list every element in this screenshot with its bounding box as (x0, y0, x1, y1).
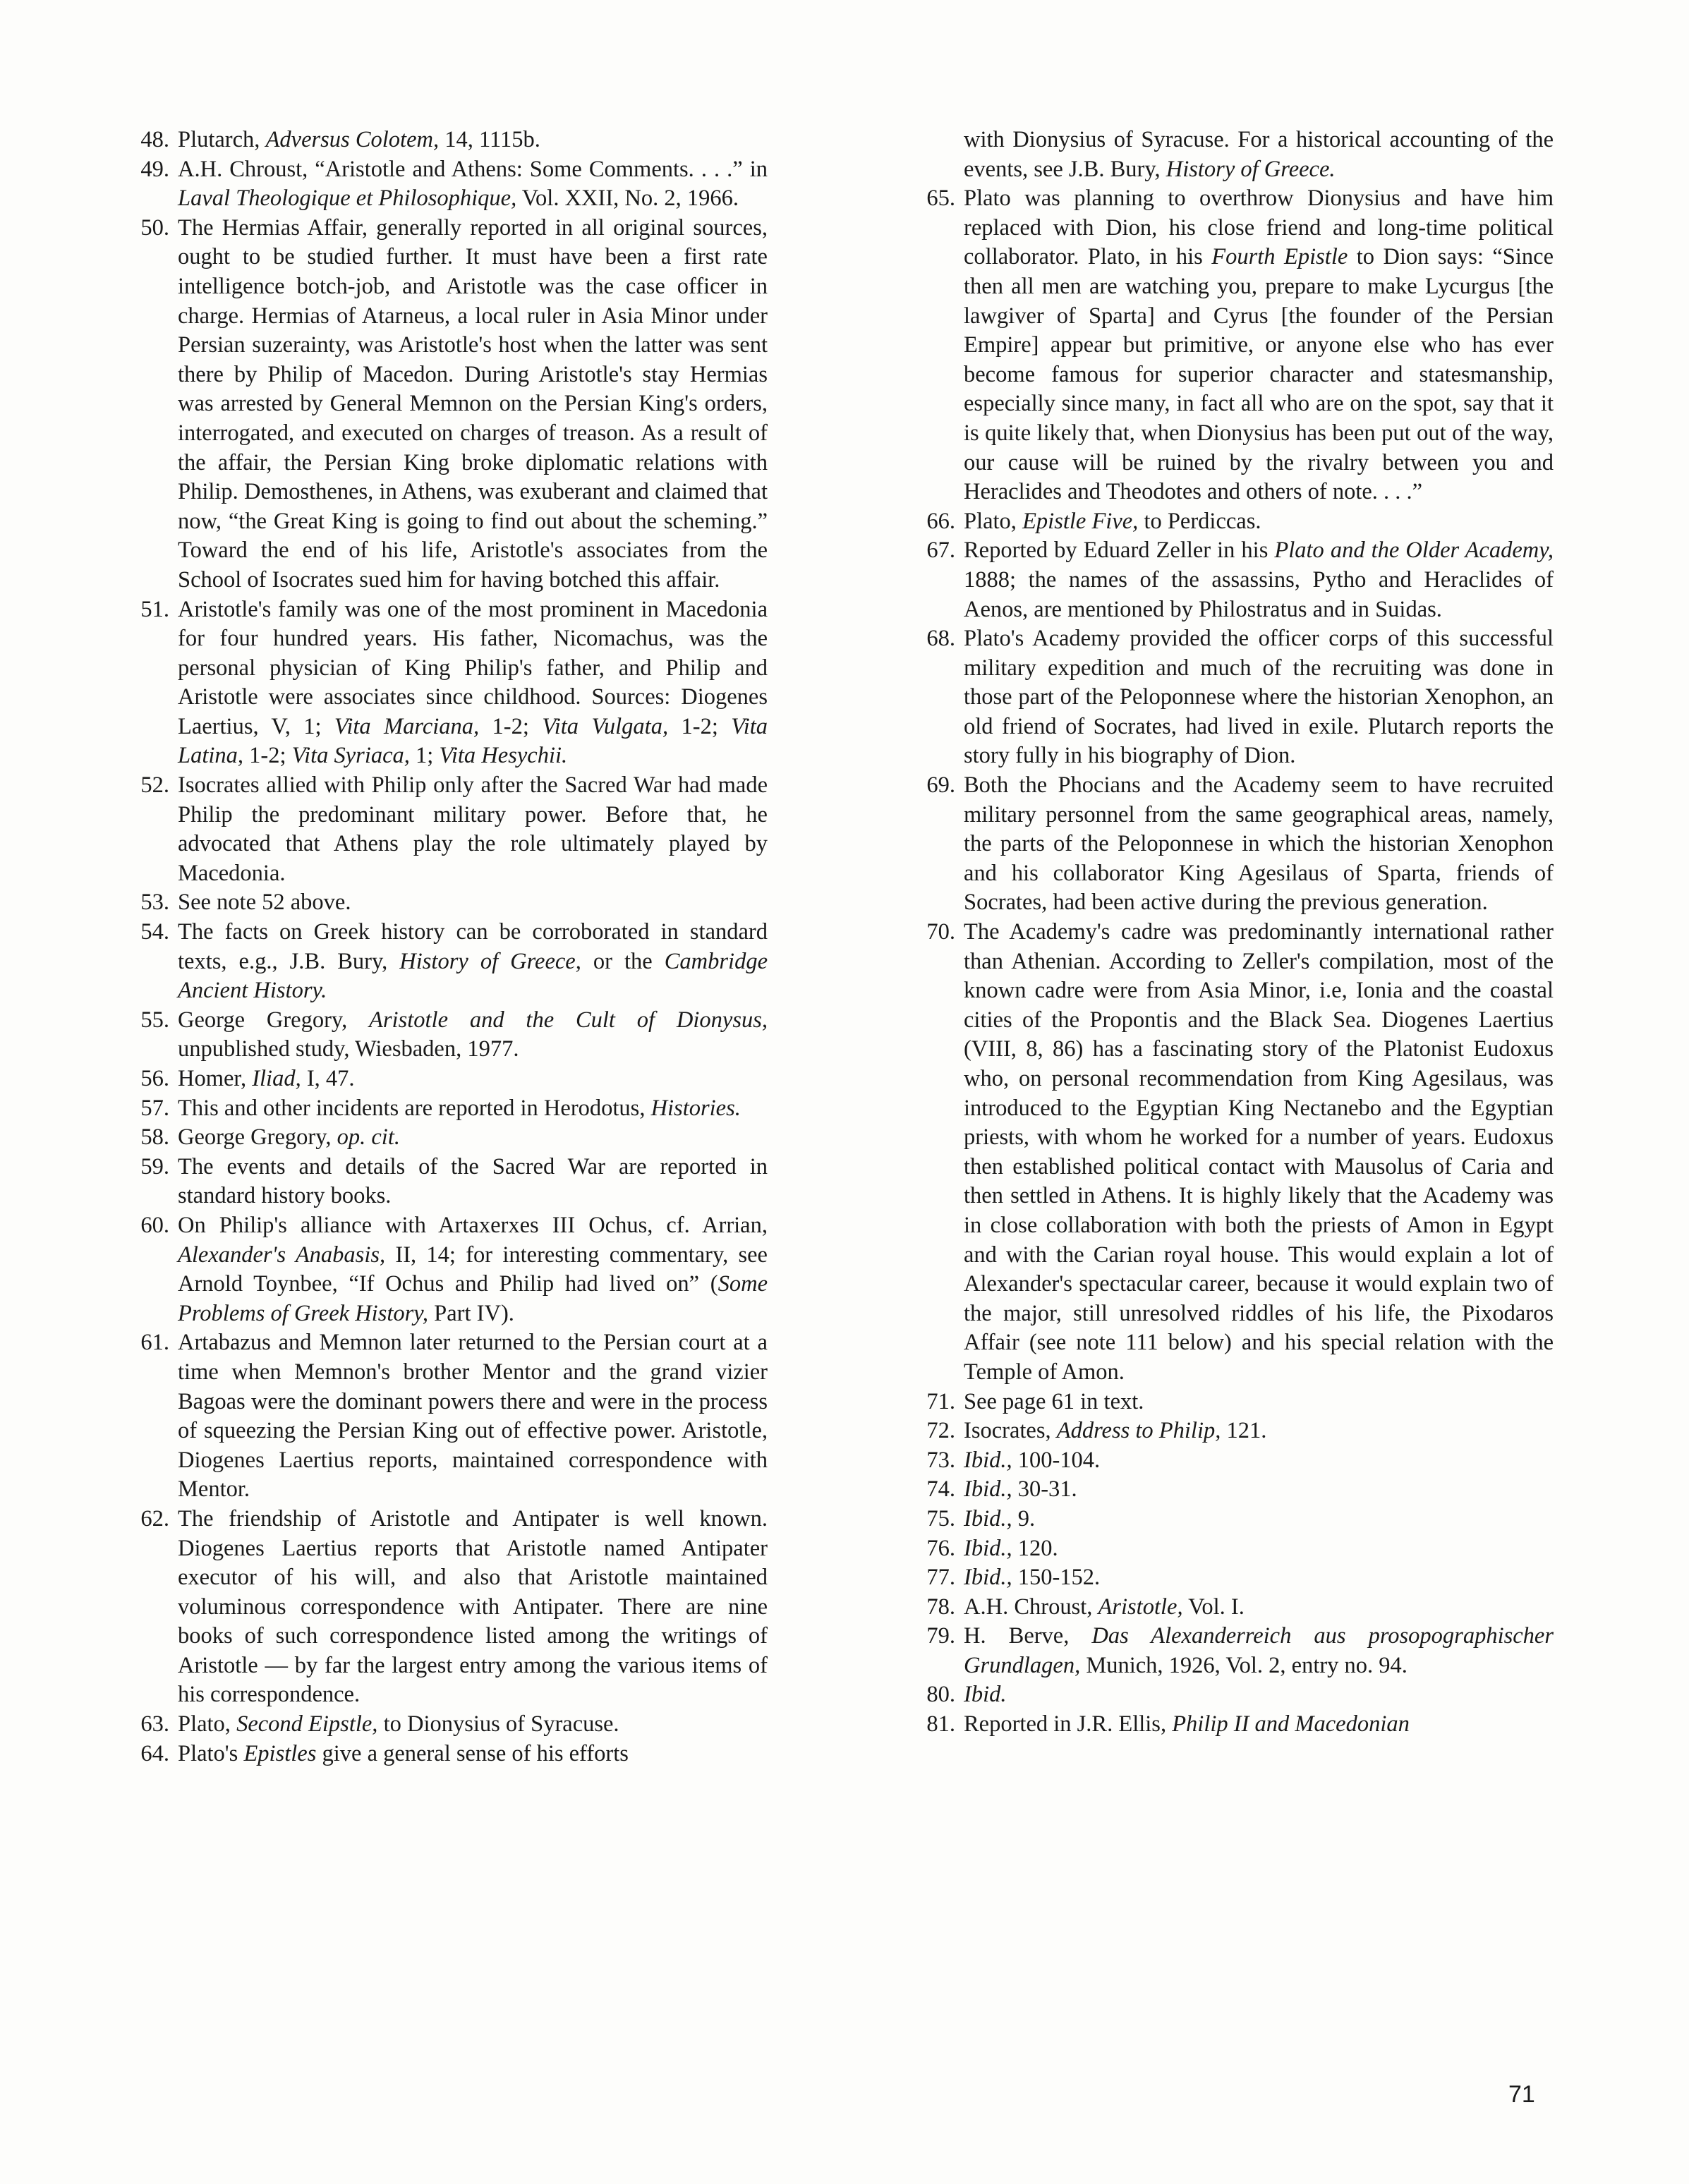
footnote-text (178, 1710, 768, 1740)
footnote-text (964, 1446, 1554, 1476)
footnote-text (178, 1211, 768, 1328)
note-text: The events and details of the Sacred War are reported in standard history books. (178, 1153, 768, 1209)
footnote-81 (907, 1710, 1554, 1740)
footnote-73 (907, 1446, 1554, 1476)
footnote-53 (121, 888, 768, 918)
footnote-text (964, 126, 1554, 184)
footnote-text (178, 1094, 768, 1124)
note-title-italic: Das Alexanderreich aus prosopographischer Grundlagen, (964, 1623, 1554, 1678)
note-text: See page 61 in text. (964, 1388, 1144, 1414)
note-text: 9. (1012, 1505, 1036, 1531)
footnote-number: 54. (140, 919, 169, 945)
note-text: Plato's Academy provided the officer corps of this successful military expedition and much of the recruiting was done in those part of the Peloponnese where the historian Xenophon, an old friend of Socrates, had lived in exile. Plutarch reports the story fully in his biography of Dion. (964, 626, 1554, 769)
note-text: The friendship of Aristotle and Antipater is well known. Diogenes Laertius reports that Aristotle named Antipater executor of his will, and also that Aristotle maintained voluminous correspondence with Antipater. There are nine books of such correspondence listed among the writings of Aristotle — by far the largest entry among the various items of his correspondence. (178, 1505, 768, 1708)
note-text: This and other incidents are reported in Herodotus, (178, 1095, 651, 1121)
note-text: 1-2; (243, 743, 292, 769)
note-title-italic: op. cit. (337, 1124, 400, 1151)
footnote-text (178, 1505, 768, 1710)
notes-left-column (121, 126, 768, 1769)
note-title-italic: Epistle Five, (1022, 508, 1139, 534)
note-text: 14, 1115b. (439, 127, 540, 152)
footnote-79 (907, 1622, 1554, 1680)
footnote-78 (907, 1593, 1554, 1622)
note-title-italic: Alexander's Anabasis, (178, 1242, 386, 1268)
footnote-75 (907, 1505, 1554, 1534)
footnote-text (178, 1153, 768, 1211)
note-title-italic: Vita Syriaca, (291, 743, 410, 769)
note-text: The Hermias Affair, generally reported in all original sources, ought to be studied further. It must have been a first rate intelligence botch-job, and Aristotle was the case officer in charge. Hermias of Atarneus, a local ruler in Asia Minor under Persian suzerainty, was Aristotle's host when the latter was sent there by Philip of Macedon. During Aristotle's stay Hermias was arrested by General Memnon on the Persian King's orders, interrogated, and executed on charges of treason. As a result of the affair, the Persian King broke diplomatic relations with Philip. Demosthenes, in Athens, was exuberant and claimed that now, “the Great King is going to find out about the scheming.” Toward the end of his life, Aristotle's associates from the School of Isocrates sued him for having botched this affair. (178, 214, 768, 593)
note-title-italic: Ibid., (964, 1505, 1012, 1531)
note-text: or the (581, 948, 665, 974)
footnote-51 (121, 595, 768, 772)
footnote-64 (121, 1740, 768, 1769)
footnote-74 (907, 1475, 1554, 1505)
note-title-italic: Vita Marciana, (334, 713, 480, 739)
note-title-italic: History of Greece, (399, 948, 581, 974)
note-text: Plutarch, (178, 127, 266, 152)
footnote-63 (121, 1710, 768, 1740)
footnote-number: 59. (140, 1153, 169, 1179)
footnote-number: 68. (926, 626, 955, 652)
note-text: unpublished study, Wiesbaden, 1977. (178, 1036, 519, 1062)
footnote-58 (121, 1123, 768, 1153)
note-text: See note 52 above. (178, 890, 351, 916)
note-text: Munich, 1926, Vol. 2, entry no. 94. (1080, 1652, 1408, 1678)
footnote-number: 66. (926, 508, 955, 534)
footnote-number: 78. (926, 1594, 955, 1620)
footnote-text (178, 1740, 768, 1769)
note-text: Reported by Eduard Zeller in his (964, 538, 1275, 564)
note-text: Both the Phocians and the Academy seem to have recruited military personnel from the same geographical areas, namely, the parts of the Peloponnese in which the historian Xenophon and his collaborator King Agesilaus of Sparta, friends of Socrates, had been active during the previous generation. (964, 772, 1554, 916)
footnote-67 (907, 536, 1554, 624)
note-title-italic: Epistles (243, 1740, 317, 1766)
footnote-number: 70. (926, 919, 955, 945)
footnote-text (178, 1006, 768, 1064)
footnote-text (964, 1388, 1554, 1417)
footnote-number: 62. (140, 1505, 169, 1531)
footnote-text (964, 1475, 1554, 1505)
note-title-italic: Ibid., (964, 1476, 1012, 1503)
footnote-number: 81. (926, 1711, 955, 1737)
footnote-80 (907, 1680, 1554, 1710)
note-text: A.H. Chroust, (964, 1594, 1098, 1620)
footnote-number: 61. (140, 1330, 169, 1356)
footnote-number: 75. (926, 1505, 955, 1531)
note-title-italic: Some Problems of Greek History, (178, 1271, 768, 1326)
page-number: 71 (1508, 2081, 1535, 2108)
footnote-62 (121, 1505, 768, 1710)
footnote-text (178, 1328, 768, 1505)
footnote-50 (121, 214, 768, 595)
footnote-text (964, 624, 1554, 771)
note-text: Aristotle's family was one of the most prominent in Macedonia for four hundred years. His father, Nicomachus, was the personal physician of King Philip's father, and Philip and Aristotle were associates since childhood. Sources: Diogenes Laertius, V, 1; (178, 596, 768, 739)
footnote-54 (121, 918, 768, 1006)
note-text: 1888; the names of the assassins, Pytho and Heraclides of Aenos, are mentioned by Philostratus and in Suidas. (964, 566, 1554, 622)
footnote-number: 65. (926, 186, 955, 212)
footnote-49 (121, 155, 768, 214)
note-title-italic: Vita Hesychii. (439, 743, 568, 769)
footnote-text (964, 1593, 1554, 1622)
note-title-italic: Second Eipstle, (236, 1711, 378, 1737)
note-title-italic: Philip II and Macedonian (1172, 1711, 1410, 1737)
footnote-text (178, 595, 768, 772)
note-text: A.H. Chroust, “Aristotle and Athens: Some Comments. . . .” in (178, 156, 768, 182)
note-text: Plato's (178, 1740, 244, 1766)
footnote-text (964, 1622, 1554, 1680)
note-text: to Perdiccas. (1138, 508, 1261, 534)
footnote-number: 71. (926, 1388, 955, 1414)
note-text: H. Berve, (964, 1623, 1092, 1649)
note-text: 121. (1221, 1418, 1267, 1444)
note-title-italic: Histories. (650, 1095, 741, 1121)
footnote-number: 52. (140, 772, 169, 799)
note-text: with Dionysius of Syracuse. For a historical accounting of the events, see J.B. Bury, (964, 127, 1554, 182)
footnote-number: 64. (140, 1740, 169, 1766)
note-text: I, 47. (301, 1066, 355, 1091)
footnote-number: 74. (926, 1476, 955, 1503)
note-text: to Dion says: “Since then all men are watching you, prepare to make Lycurgus [the lawgiver of Sparta] and Cyrus [the founder of the Persian Empire] appear but primitive, or anyone else who has ever become famous for superior character and statesmanship, especially since many, in fact all who are on the spot, say that it is quite likely that, when Dionysius has been put out of the way, our cause will be ruined by the rivalry between you and Heraclides and Theodotes and others of note. . . .” (964, 244, 1554, 505)
footnote-number: 79. (926, 1623, 955, 1649)
footnote-number: 60. (140, 1212, 169, 1238)
footnote-text (964, 184, 1554, 507)
note-text: 150-152. (1012, 1565, 1101, 1591)
note-title-italic: Plato and the Older Academy, (1274, 538, 1554, 564)
note-text: 30-31. (1012, 1476, 1077, 1503)
footnote-72 (907, 1416, 1554, 1446)
footnote-text (178, 214, 768, 595)
footnote-number: 73. (926, 1447, 955, 1473)
footnote-text (964, 1416, 1554, 1446)
note-title-italic: Aristotle and the Cult of Dionysus, (369, 1007, 768, 1033)
footnote-number: 72. (926, 1418, 955, 1444)
footnote-65 (907, 184, 1554, 507)
note-text: Vol. I. (1182, 1594, 1245, 1620)
note-text: The facts on Greek history can be corroborated in standard texts, e.g., J.B. Bury, (178, 919, 768, 974)
note-text: Isocrates, (964, 1418, 1057, 1444)
footnote-52 (121, 771, 768, 888)
note-title-italic: Ibid., (964, 1447, 1012, 1473)
note-text: On Philip's alliance with Artaxerxes III Ochus, cf. Arrian, (178, 1212, 768, 1238)
footnote-number: 69. (926, 772, 955, 799)
note-text: give a general sense of his efforts (316, 1740, 629, 1766)
footnote-number: 50. (140, 214, 169, 241)
footnote-76 (907, 1534, 1554, 1564)
note-title-italic: History of Greece. (1166, 156, 1336, 182)
note-title-italic: Ibid., (964, 1535, 1012, 1561)
note-text: Isocrates allied with Philip only after the Sacred War had made Philip the predominant military power. Before that, he advocated that Athens play the role ultimately played by Macedonia. (178, 772, 768, 886)
footnote-number: 76. (926, 1535, 955, 1561)
note-title-italic: Vita Latina, (178, 713, 768, 769)
note-text: 1; (409, 743, 440, 769)
note-text: George Gregory, (178, 1007, 370, 1033)
footnote-71 (907, 1388, 1554, 1417)
note-text: Plato, (964, 508, 1023, 534)
footnote-text (964, 771, 1554, 918)
notes-right-column (907, 126, 1554, 1740)
footnote-number: 48. (140, 127, 169, 152)
footnote-text (964, 1505, 1554, 1534)
note-text: Plato was planning to overthrow Dionysius and have him replaced with Dion, his close friend and long-time political collaborator. Plato, in his (964, 186, 1554, 270)
note-text: Reported in J.R. Ellis, (964, 1711, 1173, 1737)
footnote-48 (121, 126, 768, 155)
footnote-56 (121, 1064, 768, 1094)
note-title-italic: Adversus Colotem, (265, 127, 440, 152)
note-text: to Dionysius of Syracuse. (377, 1711, 619, 1737)
note-continuation (907, 126, 1554, 184)
footnote-number: 57. (140, 1095, 169, 1121)
footnote-number: 67. (926, 538, 955, 564)
footnote-55 (121, 1006, 768, 1064)
note-title-italic: Ibid. (964, 1682, 1007, 1708)
footnote-number: 53. (140, 890, 169, 916)
note-text: The Academy's cadre was predominantly international rather than Athenian. According to Zeller's compilation, most of the known cadre were from Asia Minor, i.e, Ionia and the coastal cities of the Propontis and the Black Sea. Diogenes Laertius (VIII, 8, 86) has a fascinating story of the Platonist Eudoxus who, on personal recommendation from King Agesilaus, was introduced to the Egyptian King Nectanebo and the Egyptian priests, with whom he worked for a number of years. Eudoxus then established political contact with Mausolus of Caria and then settled in Athens. It is highly likely that the Academy was in close collaboration with both the priests of Amon in Egypt and with the Carian royal house. This would explain a lot of Alexander's spectacular career, because it would explain two of the major, still unresolved riddles of his life, the Pixodaros Affair (see note 111 below) and his special relation with the Temple of Amon. (964, 919, 1554, 1385)
footnote-number: 56. (140, 1066, 169, 1091)
note-title-italic: Vita Vulgata, (542, 713, 669, 739)
footnote-number: 77. (926, 1565, 955, 1591)
footnote-text (178, 888, 768, 918)
footnote-number: 63. (140, 1711, 169, 1737)
footnote-text (178, 1064, 768, 1094)
note-text: Vol. XXII, No. 2, 1966. (516, 186, 739, 212)
footnote-text (964, 536, 1554, 624)
footnote-57 (121, 1094, 768, 1124)
note-title-italic: Address to Philip, (1056, 1418, 1221, 1444)
footnote-60 (121, 1211, 768, 1328)
note-text: 120. (1012, 1535, 1058, 1561)
note-text: 1-2; (668, 713, 732, 739)
footnote-text (178, 918, 768, 1006)
footnote-66 (907, 507, 1554, 537)
note-title-italic: Cambridge Ancient History. (178, 948, 768, 1004)
note-text: George Gregory, (178, 1124, 337, 1151)
footnote-text (178, 155, 768, 214)
footnote-68 (907, 624, 1554, 771)
note-text: Plato, (178, 1711, 237, 1737)
footnote-number: 51. (140, 596, 169, 622)
note-text: Part IV). (428, 1300, 514, 1326)
footnote-69 (907, 771, 1554, 918)
note-title-italic: Laval Theologique et Philosophique, (178, 186, 517, 212)
footnote-70 (907, 918, 1554, 1388)
note-text: 100-104. (1012, 1447, 1101, 1473)
footnote-61 (121, 1328, 768, 1505)
footnote-number: 58. (140, 1124, 169, 1151)
footnote-number: 49. (140, 156, 169, 182)
footnote-text (178, 1123, 768, 1153)
footnote-text (964, 918, 1554, 1388)
footnote-77 (907, 1563, 1554, 1593)
footnote-text (178, 126, 768, 155)
footnote-text (178, 771, 768, 888)
footnote-text (964, 1680, 1554, 1710)
note-title-italic: Fourth Epistle (1211, 244, 1348, 270)
note-title-italic: Aristotle, (1098, 1594, 1183, 1620)
footnote-text (964, 1563, 1554, 1593)
note-text: II, 14; for interesting commentary, see Arnold Toynbee, “If Ochus and Philip had lived on” ( (178, 1242, 768, 1297)
note-text: 1-2; (479, 713, 543, 739)
footnote-text (964, 1710, 1554, 1740)
footnote-number: 80. (926, 1682, 955, 1708)
note-title-italic: Iliad, (252, 1066, 301, 1091)
note-title-italic: Ibid., (964, 1565, 1012, 1591)
footnote-text (964, 507, 1554, 537)
footnote-number: 55. (140, 1007, 169, 1033)
footnote-59 (121, 1153, 768, 1211)
note-text: Artabazus and Memnon later returned to the Persian court at a time when Memnon's brother Mentor and the grand vizier Bagoas were the dominant powers there and were in the process of squeezing the Persian King out of effective power. Aristotle, Diogenes Laertius reports, maintained correspondence with Mentor. (178, 1330, 768, 1503)
footnote-text (964, 1534, 1554, 1564)
note-text: Homer, (178, 1066, 253, 1091)
